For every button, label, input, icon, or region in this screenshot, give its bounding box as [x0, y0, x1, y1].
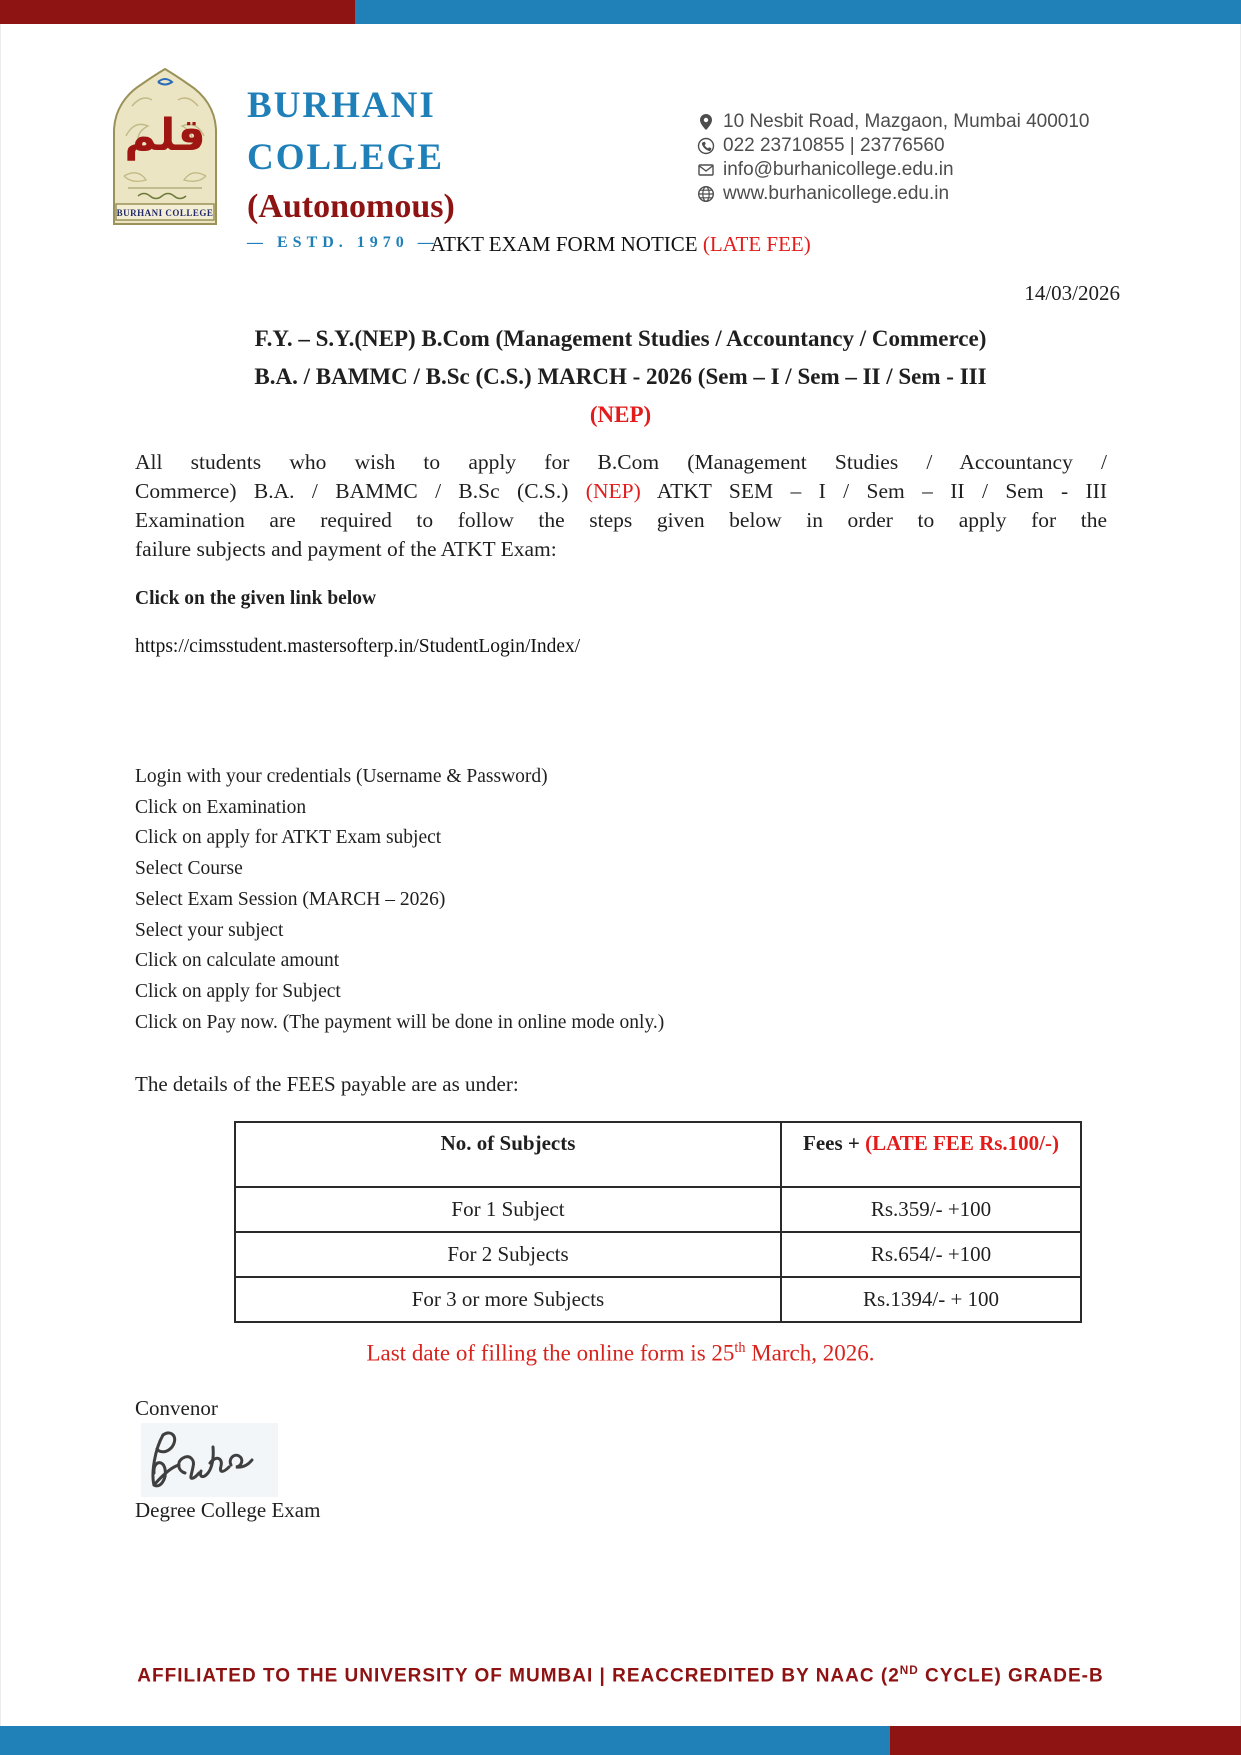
bottom-color-bar — [0, 1726, 1241, 1755]
fees-table-row — [235, 1187, 1081, 1232]
crest-calligraphy: قلم — [124, 110, 206, 161]
crest-banner-text: BURHANI COLLEGE — [116, 208, 214, 218]
convenor-signature — [141, 1423, 278, 1497]
notice-title-main: ATKT EXAM FORM NOTICE — [430, 232, 703, 256]
intro-line2-after: ATKT SEM – I / Sem – II / Sem - III — [640, 479, 1107, 503]
crest-icon — [98, 66, 232, 226]
college-crest-logo — [98, 66, 232, 226]
fees-cell-subjects: For 3 or more Subjects — [235, 1277, 781, 1322]
signed-by-label: Degree College Exam — [135, 1498, 321, 1522]
contact-address-row — [697, 110, 1090, 134]
heading-line2: B.A. / BAMMC / B.Sc (C.S.) MARCH - 2026 (Sem – I / Sem – II / Sem - III — [254, 364, 987, 389]
intro-paragraph — [135, 448, 1107, 564]
heading-line3-nep: (NEP) — [589, 402, 652, 427]
footer-affiliation-sup: ND — [899, 1664, 919, 1677]
phone-icon — [697, 137, 715, 155]
fees-cell-subjects: For 1 Subject — [235, 1187, 781, 1232]
contact-block — [697, 110, 1090, 206]
last-date-before: Last date of filling the online form is 25 — [366, 1340, 735, 1366]
fees-cell-subjects: For 2 Subjects — [235, 1232, 781, 1277]
intro-line2-before: Commerce) B.A. / BAMMC / B.Sc (C.S.) — [135, 479, 586, 503]
college-subtitle: (Autonomous) — [247, 188, 455, 225]
notice-heading — [100, 320, 1141, 434]
fees-intro: The details of the FEES payable are as under: — [135, 1072, 519, 1096]
step-item: Login with your credentials (Username & Password) — [135, 766, 548, 787]
contact-address: 10 Nesbit Road, Mazgaon, Mumbai 400010 — [723, 111, 1090, 132]
college-name-line1: BURHANI — [247, 85, 436, 126]
contact-website: www.burhanicollege.edu.in — [723, 183, 950, 204]
step-item: Click on Pay now. (The payment will be done in online mode only.) — [135, 1011, 665, 1033]
envelope-icon — [697, 161, 715, 179]
fees-table-header-subjects: No. of Subjects — [235, 1122, 781, 1187]
top-color-bar — [0, 0, 1241, 24]
link-label: Click on the given link below — [135, 588, 377, 609]
fees-cell-amount: Rs.654/- +100 — [781, 1232, 1081, 1277]
bottom-bar-blue-segment — [0, 1726, 890, 1755]
college-estd: — ESTD. 1970 — — [247, 234, 439, 251]
steps-list — [135, 762, 664, 1038]
signature-icon — [141, 1423, 278, 1497]
fees-table-header-fees — [781, 1122, 1081, 1187]
fees-table — [234, 1121, 1082, 1323]
intro-line3: Examination are required to follow the steps given below in order to apply for the — [135, 508, 1107, 532]
notice-title — [0, 232, 1241, 257]
contact-phone-row — [697, 134, 1090, 158]
contact-email-row — [697, 158, 1090, 182]
top-bar-red-segment — [0, 0, 355, 24]
step-item: Select Course — [135, 858, 243, 880]
footer-affiliation-after: CYCLE) GRADE-B — [918, 1665, 1104, 1687]
step-item: Select your subject — [135, 919, 284, 941]
step-item: Click on apply for ATKT Exam subject — [135, 827, 442, 849]
notice-title-late-fee: (LATE FEE) — [702, 232, 811, 256]
step-item: Select Exam Session (MARCH – 2026) — [135, 888, 446, 910]
contact-email: info@burhanicollege.edu.in — [723, 159, 954, 180]
fees-header-late-fee: (LATE FEE Rs.100/-) — [865, 1131, 1059, 1155]
intro-line1: All students who wish to apply for B.Com (Management Studies / Accountancy / — [135, 450, 1107, 474]
location-pin-icon — [697, 113, 715, 131]
convenor-label: Convenor — [135, 1396, 218, 1420]
college-name-line2: COLLEGE — [247, 137, 444, 178]
step-item: Click on calculate amount — [135, 950, 340, 972]
bottom-bar-red-segment — [890, 1726, 1241, 1755]
fees-cell-amount: Rs.359/- +100 — [781, 1187, 1081, 1232]
fees-table-row — [235, 1232, 1081, 1277]
contact-website-row — [697, 182, 1090, 206]
last-date-after: March, 2026. — [745, 1340, 875, 1366]
top-bar-blue-segment — [355, 0, 1241, 24]
college-name-block — [247, 80, 455, 256]
footer-affiliation — [0, 1664, 1241, 1687]
contact-phone: 022 23710855 | 23776560 — [723, 135, 945, 156]
step-item: Click on apply for Subject — [135, 980, 341, 1002]
last-date-sup: th — [734, 1340, 746, 1356]
intro-line2 — [135, 477, 1107, 506]
footer-affiliation-before: AFFILIATED TO THE UNIVERSITY OF MUMBAI | REACCREDITED BY NAAC (2 — [137, 1665, 900, 1687]
fees-table-row — [235, 1277, 1081, 1322]
step-item: Click on Examination — [135, 796, 307, 818]
fees-header-black: Fees + — [803, 1131, 866, 1155]
last-date-line — [0, 1340, 1241, 1367]
notice-date: 14/03/2026 — [1024, 281, 1120, 305]
heading-line1: F.Y. – S.Y.(NEP) B.Com (Management Studies / Accountancy / Commerce) — [254, 326, 987, 351]
fees-table-header-row — [235, 1122, 1081, 1187]
intro-line4: failure subjects and payment of the ATKT Exam: — [135, 537, 557, 561]
student-login-link[interactable]: https://cimsstudent.mastersofterp.in/StudentLogin/Index/ — [135, 636, 581, 657]
intro-line2-nep: (NEP) — [585, 479, 641, 503]
globe-icon — [697, 185, 715, 203]
fees-cell-amount: Rs.1394/- + 100 — [781, 1277, 1081, 1322]
